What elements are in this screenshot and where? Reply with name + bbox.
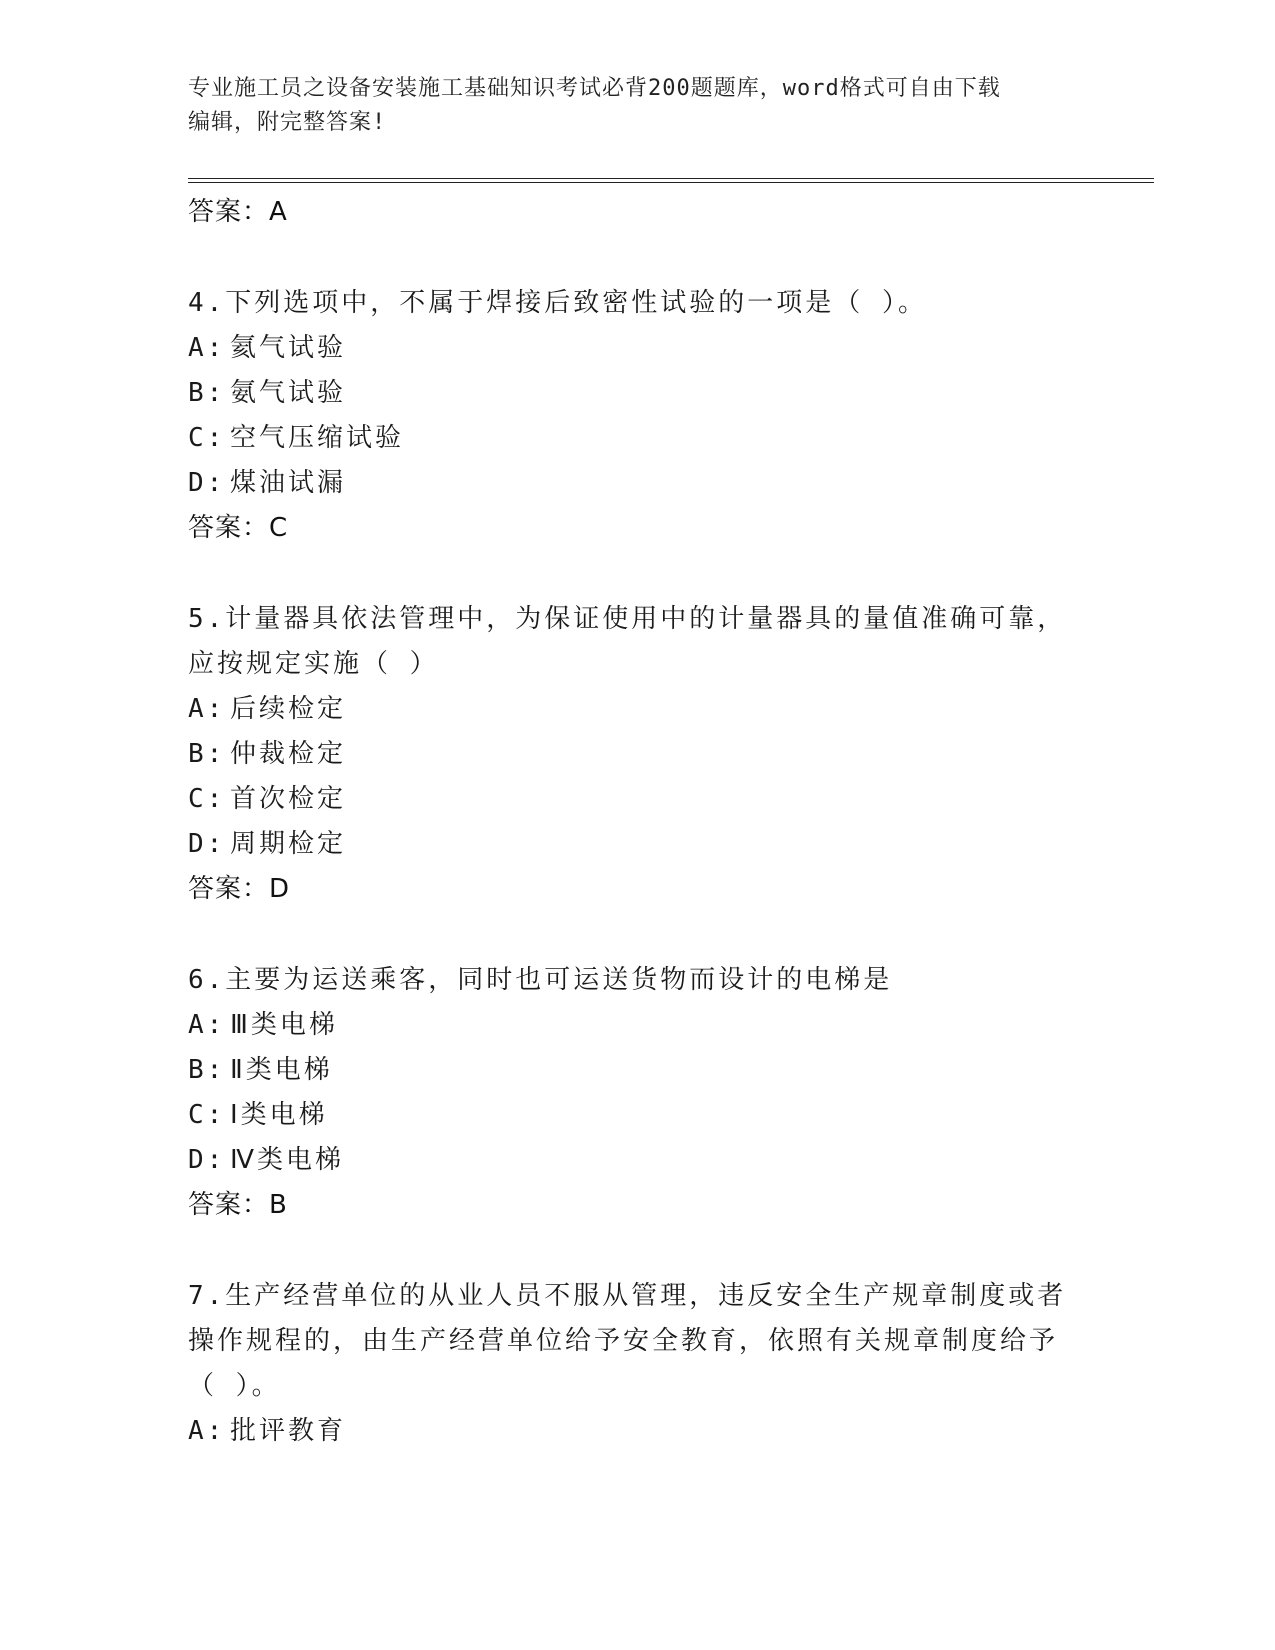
option-key: C:: [188, 784, 226, 814]
option-key: D:: [188, 468, 226, 498]
option-b: [188, 371, 1068, 416]
option-key: D:: [188, 1145, 226, 1175]
question-stem: 5.计量器具依法管理中，为保证使用中的计量器具的量值准确可靠，应按规定实施（ ）: [188, 604, 1067, 679]
header-divider-bottom: [188, 182, 1154, 183]
option-key: A:: [188, 1416, 226, 1446]
option-text: Ⅱ类电梯: [230, 1055, 333, 1085]
option-d: [188, 461, 1068, 506]
answer-line: 答案：C: [188, 513, 289, 543]
option-c: [188, 777, 1068, 822]
answer-line: 答案：B: [188, 1190, 288, 1220]
option-c: [188, 416, 1068, 461]
option-d: [188, 1138, 1068, 1183]
answer-line: 答案：D: [188, 874, 291, 904]
option-key: D:: [188, 829, 226, 859]
option-a: [188, 1003, 1068, 1048]
option-text: Ⅲ类电梯: [230, 1010, 338, 1040]
option-key: A:: [188, 1010, 226, 1040]
header-line-2: 编辑，附完整答案!: [188, 110, 387, 135]
question-stem: 6.主要为运送乘客，同时也可运送货物而设计的电梯是: [188, 965, 893, 995]
option-key: A:: [188, 694, 226, 724]
question-6: [188, 958, 1068, 1228]
header-line-1: 专业施工员之设备安装施工基础知识考试必背200题题库，word格式可自由下载: [188, 76, 1001, 101]
option-text: 批评教育: [230, 1416, 347, 1446]
question-7: [188, 1274, 1068, 1454]
question-4: [188, 281, 1068, 551]
option-text: 周期检定: [230, 829, 347, 859]
option-d: [188, 822, 1068, 867]
option-text: Ⅰ类电梯: [230, 1100, 328, 1130]
question-stem: 7.生产经营单位的从业人员不服从管理，违反安全生产规章制度或者操作规程的，由生产经营单位给予安全教育，依照有关规章制度给予（ ）。: [188, 1281, 1067, 1401]
option-c: [188, 1093, 1068, 1138]
option-b: [188, 1048, 1068, 1093]
option-a: [188, 326, 1068, 371]
option-text: 首次检定: [230, 784, 347, 814]
option-text: 氦气试验: [230, 333, 347, 363]
option-key: C:: [188, 1100, 226, 1130]
question-5: [188, 597, 1068, 912]
question-stem: 4.下列选项中，不属于焊接后致密性试验的一项是（ ）。: [188, 288, 927, 318]
document-header: [188, 72, 1088, 140]
question-list: [188, 190, 1068, 1454]
option-a: [188, 1409, 1068, 1454]
header-divider-top: [188, 178, 1154, 179]
option-key: B:: [188, 378, 226, 408]
option-key: C:: [188, 423, 226, 453]
option-a: [188, 687, 1068, 732]
option-b: [188, 732, 1068, 777]
option-text: 煤油试漏: [230, 468, 347, 498]
option-text: Ⅳ类电梯: [230, 1145, 344, 1175]
option-key: A:: [188, 333, 226, 363]
option-text: 氨气试验: [230, 378, 347, 408]
option-key: B:: [188, 739, 226, 769]
option-text: 空气压缩试验: [230, 423, 405, 453]
previous-answer: 答案：A: [188, 197, 288, 227]
option-text: 后续检定: [230, 694, 347, 724]
option-key: B:: [188, 1055, 226, 1085]
option-text: 仲裁检定: [230, 739, 347, 769]
